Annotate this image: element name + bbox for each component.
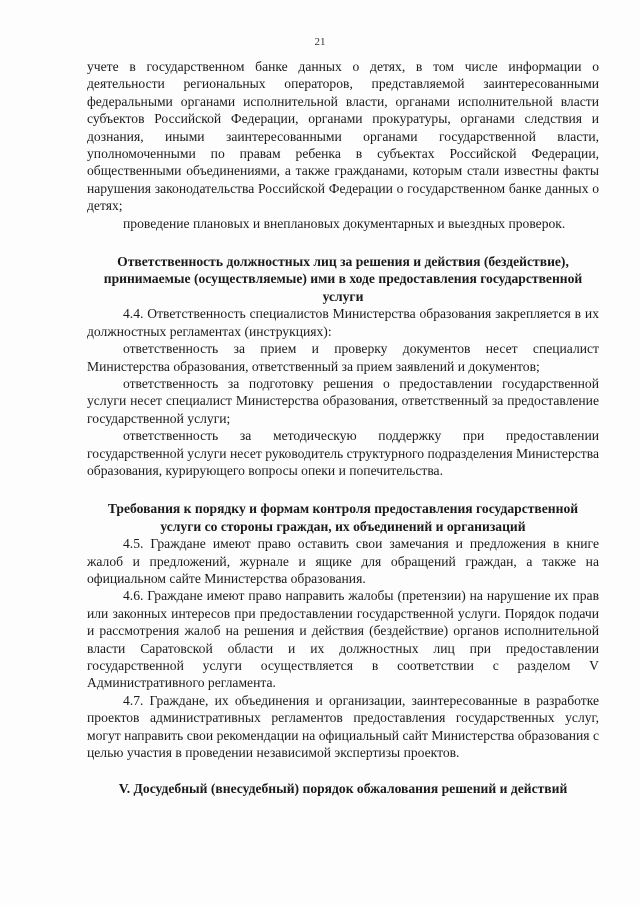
page-number: 21: [314, 36, 326, 48]
page-body: [87, 58, 599, 798]
paragraph-responsibility-reception: ответственность за прием и проверку документов несет специалист Министерства образования, ответственный за прием заявлений и документов;: [87, 341, 599, 374]
paragraph-4-7: 4.7. Граждане, их объединения и организации, заинтересованные в разработке проектов административных регламентов предоставления государственных услуг, могут направить свои рекомендации на официальный сайт Министерства образования с целью участия в проведении независимой экспертизы проектов.: [87, 692, 599, 761]
section-heading-v: V. Досудебный (внесудебный) порядок обжалования решений и действий: [118, 781, 568, 797]
paragraph-bank-data: учете в государственном банке данных о детях, в том числе информации о деятельности региональных операторов, представляемой заинтересованными федеральными органами исполнительной власти, органами исполнительной власти субъектов Российской Федерации, органами прокуратуры, органами следствия и дознания, иными заинтересованными органами государственной власти, уполномоченными по правам ребенка в субъектах Российской Федерации, общественными объединениями, а также гражданами, которым стали известны факты нарушения законодательства Российской Федерации о государственном банке данных о детях;: [87, 59, 599, 214]
paragraph-inspections: проведение плановых и внеплановых документарных и выездных проверок.: [123, 215, 566, 231]
section-heading-control-requirements: Требования к порядку и формам контроля предоставления государственной услуги со стороны граждан, их объединений и организаций: [107, 501, 579, 534]
paragraph-4-6: 4.6. Граждане имеют право направить жалобы (претензии) на нарушение их прав или законных интересов при предоставлении государственной услуги. Порядок подачи и рассмотрения жалоб на решения и действия (бездействие) органов исполнительной власти Саратовской области и их должностных лиц при предоставлении государственной услуги осуществляется в соответствии с разделом V Административного регламента.: [87, 588, 599, 691]
paragraph-4-5: 4.5. Граждане имеют право оставить свои замечания и предложения в книге жалоб и предложений, журнале и ящике для обращений граждан, а также на официальном сайте Министерства образования.: [87, 536, 599, 586]
section-heading-responsibility: Ответственность должностных лиц за решения и действия (бездействие), принимаемые (осуществляемые) ими в ходе предоставления государственной услуги: [103, 254, 583, 304]
paragraph-responsibility-decision: ответственность за подготовку решения о предоставлении государственной услуги несет специалист Министерства образования, ответственный за предоставление государственной услуги;: [87, 375, 599, 426]
paragraph-responsibility-methodical: ответственность за методическую поддержку при предоставлении государственной услуги несет руководитель структурного подразделения Министерства образования, курирующего вопросы опеки и попечительства.: [87, 428, 599, 478]
paragraph-4-4: 4.4. Ответственность специалистов Министерства образования закрепляется в их должностных регламентах (инструкциях):: [87, 306, 599, 339]
